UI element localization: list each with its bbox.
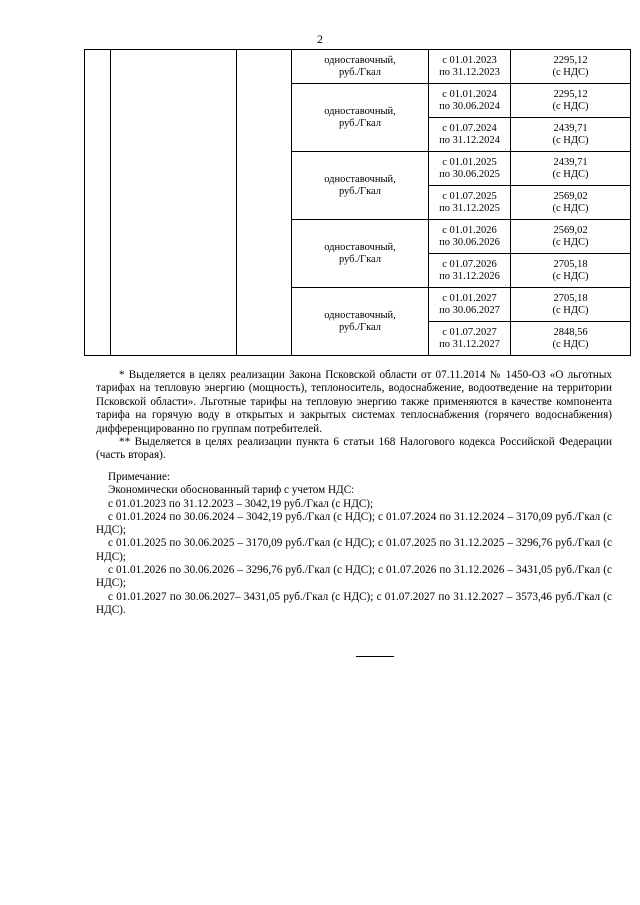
empty-cell [237,50,292,356]
period-cell [429,220,511,254]
price-cell [511,220,631,254]
price-text: 2569,02 [553,224,588,236]
price-text: 2295,12 [553,88,588,100]
empty-cell [85,50,111,356]
price-text: (с НДС) [552,304,589,316]
period-cell [429,254,511,288]
price-text: (с НДС) [552,236,589,248]
period-text: с 01.01.2023 [442,54,497,66]
page-number: 2 [317,32,323,46]
footnote-single-star: * Выделяется в целях реализации Закона Псковской области от 07.11.2014 № 1450-ОЗ «О льготных тарифах на тепловую энергию (мощность), теплоноситель, водоснабжение, водоотведение на территории Псковской области». Льготные тарифы на тепловую энергию также применяются в качестве компонента тарифа на горячую воду в открытых и закрытых системах теплоснабжения (горячего водоснабжения) дифференцированно по группам потребителей. [96,369,612,435]
period-cell [429,84,511,118]
period-cell [429,152,511,186]
note-title: Примечание: [108,471,171,483]
price-text: 2439,71 [553,156,588,168]
price-cell [511,254,631,288]
footnote-double-star: ** Выделяется в целях реализации пункта 6 статьи 168 Налогового кодекса Российской Федерации (часть вторая). [96,436,612,462]
note-line: с 01.01.2023 по 31.12.2023 – 3042,19 руб./Гкал (с НДС); [108,497,374,510]
note-section [96,471,612,617]
period-text: с 01.07.2027 [442,326,497,338]
price-cell [511,118,631,152]
tariff-type-text: одноставочный, [324,173,396,185]
tariff-type-cell [292,84,429,152]
price-text: 2569,02 [553,190,588,202]
tariff-type-text: руб./Гкал [338,253,382,265]
price-text: 2705,18 [553,258,588,270]
price-cell [511,152,631,186]
period-cell [429,118,511,152]
period-text: по 30.06.2026 [439,236,500,248]
price-text: 2295,12 [553,54,588,66]
tariff-type-text: руб./Гкал [338,321,382,333]
note-line: с 01.01.2025 по 30.06.2025 – 3170,09 руб./Гкал (с НДС); с 01.07.2025 по 31.12.2025 – 3296,76 руб./Гкал (с НДС); [96,537,612,563]
price-text: 2848,56 [553,326,588,338]
table-row [85,50,631,84]
period-cell [429,186,511,220]
price-cell [511,84,631,118]
period-text: по 31.12.2025 [439,202,500,214]
price-text: (с НДС) [552,202,589,214]
period-text: с 01.01.2025 [442,156,497,168]
period-text: по 31.12.2024 [439,134,500,146]
note-line: с 01.01.2026 по 30.06.2026 – 3296,76 руб./Гкал (с НДС); с 01.07.2026 по 31.12.2026 – 3431,05 руб./Гкал (с НДС); [96,564,612,590]
note-line: с 01.01.2027 по 30.06.2027– 3431,05 руб./Гкал (с НДС); с 01.07.2027 по 31.12.2027 – 3573,46 руб./Гкал (с НДС). [96,590,612,616]
tariff-type-cell [292,50,429,84]
price-text: (с НДС) [552,66,589,78]
empty-cell [111,50,237,356]
price-cell [511,288,631,322]
period-text: по 31.12.2023 [439,66,500,78]
end-divider [356,656,394,657]
price-text: (с НДС) [552,338,589,350]
note-subtitle: Экономически обоснованный тариф с учетом НДС: [108,484,355,497]
period-text: с 01.07.2024 [442,122,497,134]
period-cell [429,50,511,84]
tariff-type-text: руб./Гкал [338,66,382,78]
price-text: (с НДС) [552,270,589,282]
tariff-type-text: руб./Гкал [338,185,382,197]
period-text: с 01.07.2026 [442,258,497,270]
tariff-type-text: одноставочный, [324,105,396,117]
tariff-table-body [85,50,631,356]
period-text: по 30.06.2025 [439,168,500,180]
price-text: (с НДС) [552,134,589,146]
period-text: по 30.06.2027 [439,304,500,316]
footnotes [96,369,612,463]
period-text: по 31.12.2027 [439,338,500,350]
period-text: с 01.01.2024 [442,88,497,100]
price-text: (с НДС) [552,100,589,112]
period-text: с 01.07.2025 [442,190,497,202]
tariff-type-text: одноставочный, [324,241,396,253]
period-text: по 31.12.2026 [439,270,500,282]
tariff-type-text: одноставочный, [324,54,396,66]
price-cell [511,50,631,84]
period-text: по 30.06.2024 [439,100,500,112]
price-cell [511,322,631,356]
tariff-type-text: руб./Гкал [338,117,382,129]
tariff-table [84,49,631,356]
period-text: с 01.01.2026 [442,224,497,236]
tariff-type-cell [292,220,429,288]
period-text: с 01.01.2027 [442,292,497,304]
period-cell [429,288,511,322]
price-text: 2705,18 [553,292,588,304]
tariff-type-text: одноставочный, [324,309,396,321]
tariff-type-cell [292,288,429,356]
price-text: (с НДС) [552,168,589,180]
period-cell [429,322,511,356]
tariff-type-cell [292,152,429,220]
price-cell [511,186,631,220]
note-line: с 01.01.2024 по 30.06.2024 – 3042,19 руб./Гкал (с НДС); с 01.07.2024 по 31.12.2024 – 3170,09 руб./Гкал (с НДС); [96,510,612,537]
price-text: 2439,71 [553,122,588,134]
